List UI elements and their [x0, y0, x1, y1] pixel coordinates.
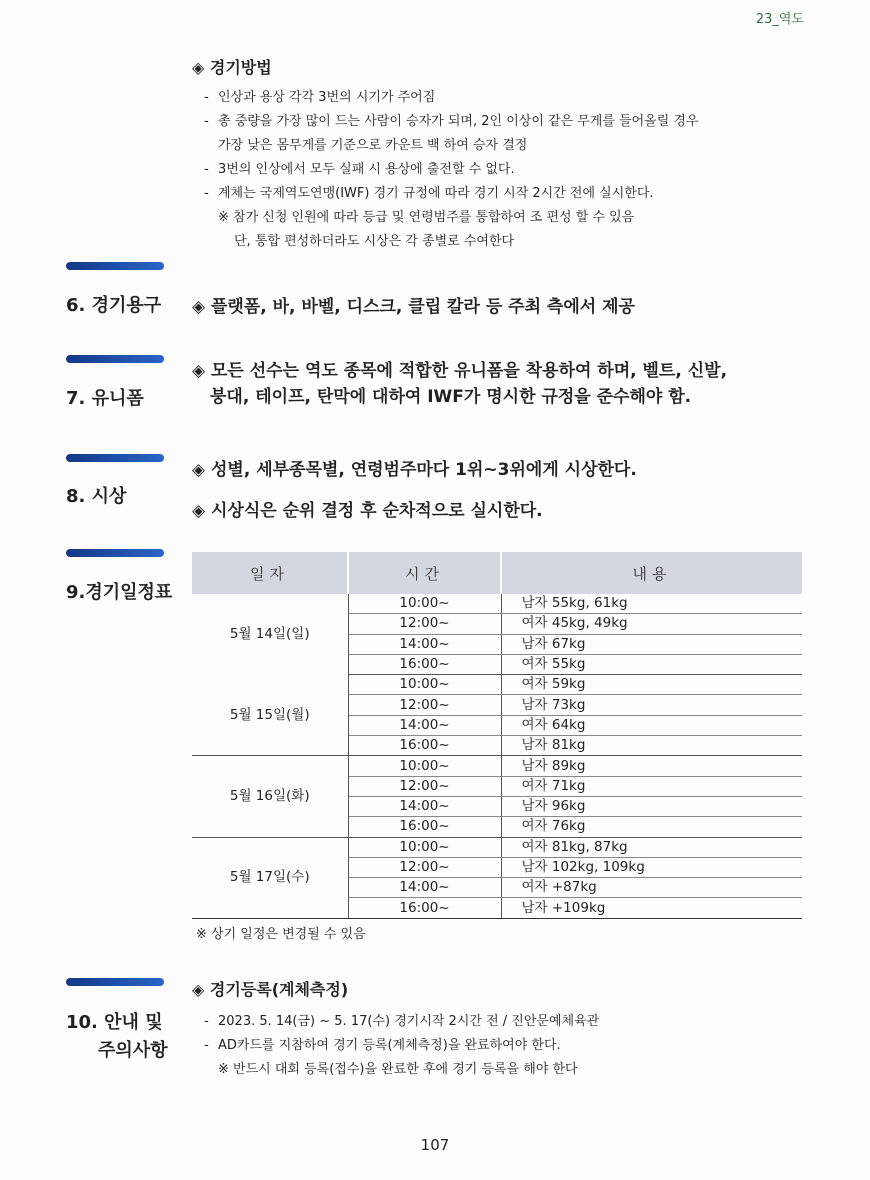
section-bar: [66, 454, 164, 462]
section-title-guide-2: 주의사항: [98, 1040, 168, 1061]
schedule-time: 14:00~: [348, 634, 501, 654]
guide-bullet: - 2023. 5. 14(금) ~ 5. 17(수) 경기시작 2시간 전 / 진안문예체육관: [204, 1014, 600, 1029]
method-note: ※ 참가 신청 인원에 따라 등급 및 연령범주를 통합하여 조 편성 할 수 있음: [218, 210, 635, 225]
section-bar: [66, 355, 164, 363]
schedule-content: 여자 45kg, 49kg: [501, 614, 802, 634]
method-bullet: - 3번의 인상에서 모두 실패 시 용상에 출전할 수 없다.: [204, 162, 515, 177]
schedule-content: 여자 64kg: [501, 715, 802, 735]
schedule-content: 남자 89kg: [501, 756, 802, 776]
section-bar: [66, 549, 164, 557]
schedule-time: 16:00~: [348, 898, 501, 918]
schedule-time: 10:00~: [348, 837, 501, 857]
schedule-table: [192, 552, 802, 919]
schedule-date: 5월 17일(수): [192, 837, 348, 918]
schedule-time: 12:00~: [348, 695, 501, 715]
schedule-time: 12:00~: [348, 614, 501, 634]
uniform-line-1: ◈ 모든 선수는 역도 종목에 적합한 유니폼을 착용하여 하며, 벨트, 신발,: [192, 361, 728, 381]
schedule-content: 남자 73kg: [501, 695, 802, 715]
uniform-line-2: 붕대, 테이프, 탄막에 대하여 IWF가 명시한 규정을 준수해야 함.: [210, 387, 692, 407]
schedule-time: 12:00~: [348, 857, 501, 877]
schedule-time: 16:00~: [348, 654, 501, 674]
section-bar: [66, 262, 164, 270]
section-title-equipment: 6. 경기용구: [66, 295, 162, 316]
awards-line-1: ◈ 성별, 세부종목별, 연령범주마다 1위~3위에게 시상한다.: [192, 460, 637, 480]
schedule-content: 남자 +109kg: [501, 898, 802, 918]
section-title-uniform: 7. 유니폼: [66, 388, 144, 409]
guide-heading: ◈ 경기등록(계체측정): [192, 980, 349, 999]
awards-line-2: ◈ 시상식은 순위 결정 후 순차적으로 실시한다.: [192, 501, 543, 521]
schedule-time: 14:00~: [348, 878, 501, 898]
method-bullet: - 계체는 국제역도연맹(IWF) 경기 규정에 따라 경기 시작 2시간 전에 실시한다.: [204, 186, 654, 201]
schedule-content: 남자 81kg: [501, 736, 802, 756]
schedule-date: 5월 15일(월): [192, 675, 348, 756]
header-tag: 23_역도: [755, 12, 804, 27]
schedule-content: 여자 +87kg: [501, 878, 802, 898]
schedule-time: 16:00~: [348, 736, 501, 756]
method-bullet: - 총 중량을 가장 많이 드는 사람이 승자가 되며, 2인 이상이 같은 무게를 들어올릴 경우: [204, 114, 699, 129]
schedule-time: 10:00~: [348, 756, 501, 776]
section-title-awards: 8. 시상: [66, 486, 127, 507]
schedule-content: 남자 96kg: [501, 796, 802, 816]
schedule-time: 14:00~: [348, 715, 501, 735]
section-bar: [66, 978, 164, 986]
schedule-time: 16:00~: [348, 817, 501, 837]
section-title-schedule: 9.경기일정표: [66, 582, 173, 603]
schedule-time: 10:00~: [348, 594, 501, 614]
schedule-content: 남자 102kg, 109kg: [501, 857, 802, 877]
schedule-date: 5월 14일(일): [192, 594, 348, 675]
schedule-content: 여자 76kg: [501, 817, 802, 837]
page-number: 107: [420, 1136, 450, 1154]
header-time: 시간: [348, 552, 501, 594]
method-note-cont: 단, 통합 편성하더라도 시상은 각 종별로 수여한다: [234, 234, 515, 249]
header-content: 내용: [501, 552, 802, 594]
schedule-note: ※ 상기 일정은 변경될 수 있음: [196, 927, 366, 942]
schedule-content: 남자 67kg: [501, 634, 802, 654]
schedule-content: 여자 81kg, 87kg: [501, 837, 802, 857]
method-heading: ◈ 경기방법: [192, 58, 272, 77]
equipment-text: ◈ 플랫폼, 바, 바벨, 디스크, 클립 칼라 등 주최 측에서 제공: [192, 297, 635, 317]
schedule-date: 5월 16일(화): [192, 756, 348, 837]
guide-note: ※ 반드시 대회 등록(접수)을 완료한 후에 경기 등록을 해야 한다: [218, 1062, 578, 1077]
method-bullet: - 인상과 용상 각각 3번의 시기가 주어짐: [204, 90, 436, 105]
guide-bullets: [204, 1010, 599, 1082]
schedule-time: 10:00~: [348, 675, 501, 695]
section-title-guide-1: 10. 안내 및: [66, 1012, 163, 1033]
guide-bullet: - AD카드를 지참하여 경기 등록(계체측정)을 완료하여야 한다.: [204, 1038, 561, 1053]
schedule-time: 14:00~: [348, 796, 501, 816]
schedule-time: 12:00~: [348, 776, 501, 796]
schedule-content: 여자 55kg: [501, 654, 802, 674]
method-bullet-continuation: 가장 낮은 몸무게를 기준으로 카운트 백 하여 승자 결정: [218, 138, 528, 153]
schedule-content: 남자 55kg, 61kg: [501, 594, 802, 614]
method-bullets: [204, 86, 699, 254]
schedule-content: 여자 71kg: [501, 776, 802, 796]
schedule-content: 여자 59kg: [501, 675, 802, 695]
header-date: 일자: [192, 552, 348, 594]
